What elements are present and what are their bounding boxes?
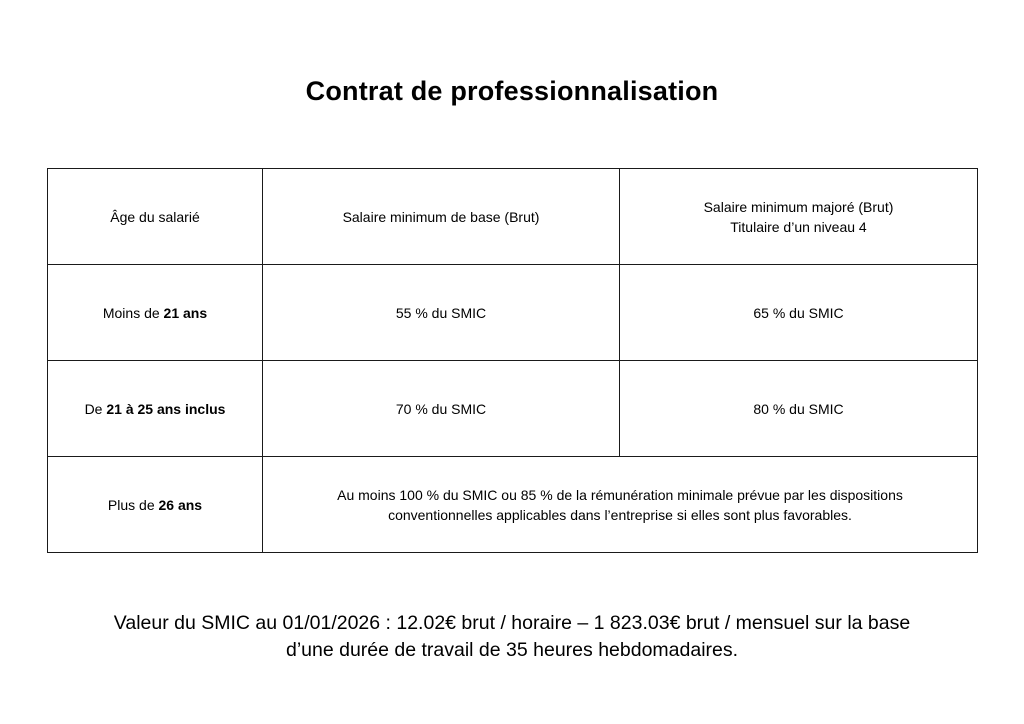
merged-salary-cell xyxy=(263,457,978,553)
header-base-salary xyxy=(263,169,620,265)
age-prefix: De xyxy=(84,400,107,417)
header-increased-salary-label: Salaire minimum majoré (Brut) xyxy=(703,198,894,215)
smic-note xyxy=(0,610,1024,664)
merged-salary-text-line1: Au moins 100 % du SMIC ou 85 % de la rémunération minimale prévue par les dispositions xyxy=(337,486,903,503)
increased-salary-cell xyxy=(620,265,978,361)
base-salary-cell xyxy=(263,361,620,457)
base-salary-value: 70 % du SMIC xyxy=(395,400,487,417)
increased-salary-cell xyxy=(620,361,978,457)
age-cell xyxy=(48,265,263,361)
smic-note-line1: Valeur du SMIC au 01/01/2026 : 12.02€ brut / horaire – 1 823.03€ brut / mensuel sur la base xyxy=(113,612,911,634)
salary-table xyxy=(47,168,978,553)
increased-salary-value: 80 % du SMIC xyxy=(753,400,844,417)
age-prefix: Moins de xyxy=(102,304,164,321)
header-age xyxy=(48,169,263,265)
header-age-label: Âge du salarié xyxy=(110,208,200,225)
age-range: 26 ans xyxy=(158,496,203,513)
smic-note-line2: d’une durée de travail de 35 heures hebdomadaires. xyxy=(285,639,739,661)
table-row xyxy=(48,361,978,457)
age-cell xyxy=(48,361,263,457)
age-range: 21 à 25 ans inclus xyxy=(106,400,226,417)
base-salary-cell xyxy=(263,265,620,361)
table-header-row xyxy=(48,169,978,265)
age-prefix: Plus de xyxy=(107,496,159,513)
table-row xyxy=(48,457,978,553)
age-range: 21 ans xyxy=(163,304,208,321)
header-increased-salary xyxy=(620,169,978,265)
base-salary-value: 55 % du SMIC xyxy=(395,304,487,321)
increased-salary-value: 65 % du SMIC xyxy=(753,304,844,321)
merged-salary-text-line2: conventionnelles applicables dans l’entreprise si elles sont plus favorables. xyxy=(388,506,852,523)
table-row xyxy=(48,265,978,361)
age-cell xyxy=(48,457,263,553)
header-increased-salary-sublabel: Titulaire d’un niveau 4 xyxy=(730,218,867,235)
header-base-salary-label: Salaire minimum de base (Brut) xyxy=(342,208,540,225)
page-title: Contrat de professionnalisation xyxy=(305,76,719,106)
